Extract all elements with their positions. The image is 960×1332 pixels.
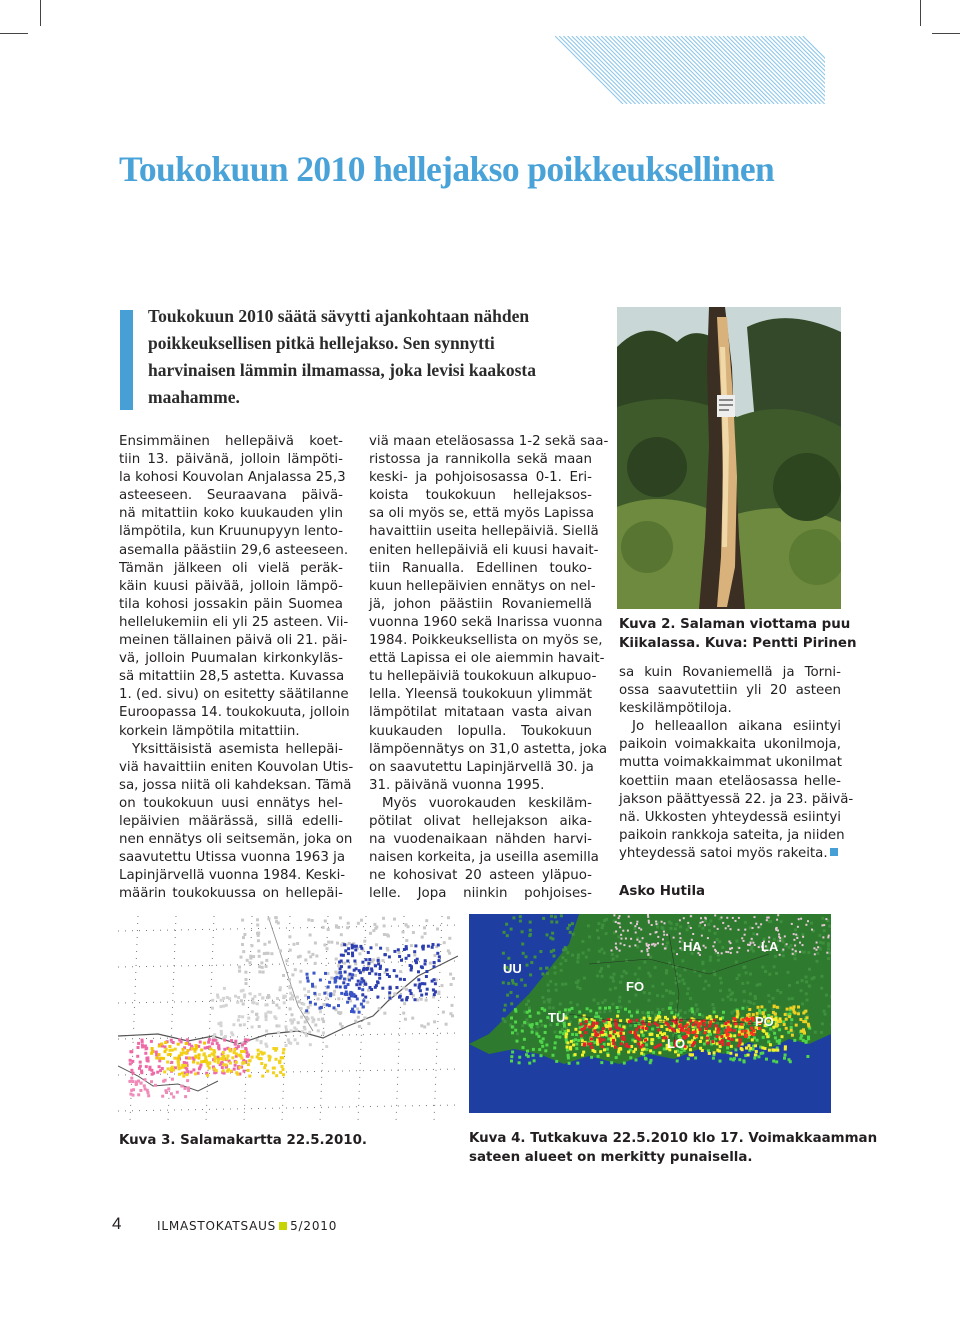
crop-mark <box>920 0 921 26</box>
text-line: sa kuin Rovaniemellä ja Torni- <box>619 665 841 680</box>
text-line: koettiin maan eteläosassa helle- <box>619 773 841 789</box>
footer-square-icon <box>279 1222 287 1230</box>
text-line: ossa saavutettiin yli 20 asteen <box>619 683 841 699</box>
publication-name: ILMASTOKATSAUS <box>157 1219 277 1233</box>
text-line: lepäivien määrässä, sillä edelli- <box>119 813 343 829</box>
text-line: paikoin voimakkaita ukonilmoja, <box>619 737 841 753</box>
text-line: Myös vuorokauden keskiläm- <box>382 795 592 811</box>
crop-mark <box>0 33 28 34</box>
text-line: lelle. Jopa niinkin pohjoises- <box>369 886 592 902</box>
page-number: 4 <box>112 1214 122 1233</box>
lead-line: poikkeuksellisen pitkä hellejakso. Sen synnytti <box>148 333 495 353</box>
radar-label: FO <box>626 979 645 994</box>
text-line: lella. Yleensä toukokuun ylimmät <box>369 687 592 703</box>
text-line: kuun hellepäivien ennätys on nel- <box>369 578 596 594</box>
author: Asko Hutila <box>619 884 706 899</box>
crop-mark <box>932 33 960 34</box>
text-line: nen ennätys oli seitsemän, joka on <box>119 832 353 848</box>
lead-line: harvinaisen lämmin ilmamassa, joka levisi kaakosta <box>148 360 536 380</box>
lead-paragraph <box>148 303 588 411</box>
text-line: keskilämpötiloja. <box>619 701 732 717</box>
text-line: nä. Ukkosten yhteydessä esiintyi <box>619 809 841 825</box>
body-column-2 <box>369 433 609 903</box>
text-line: 31. päivänä vuonna 1995. <box>369 777 545 793</box>
text-line: viä havaittiin eniten Kouvolan Utis- <box>119 759 354 775</box>
lead-line: Toukokuun 2010 säätä sävytti ajankohtaan nähden <box>148 306 530 326</box>
radar-label: UU <box>503 961 522 976</box>
text-line: ristossa ja rannikolla sekä maan <box>369 452 592 468</box>
text-line: tu hellepäiviä toukokuun alkupuo- <box>369 669 597 685</box>
text-line: on toukokuun uusi ennätys hel- <box>119 795 343 811</box>
radar-label: TU <box>548 1010 566 1025</box>
lightning-map <box>118 916 458 1122</box>
text-line: jakson päättyessä 22. ja 23. päivä- <box>619 791 854 807</box>
radar-label: LA <box>761 939 779 954</box>
text-line: tiin 13. päivänä, jolloin lämpöti- <box>119 452 343 468</box>
text-line: käin kuusi päivää, jolloin lämpö- <box>119 578 343 594</box>
text-line: korkein lämpötila mitattiin. <box>119 723 300 739</box>
text-line: lämpötilat mitataan vasta aivan <box>369 705 592 721</box>
lead-accent-bar <box>120 310 133 410</box>
tree-photo <box>617 307 841 609</box>
end-of-article-icon <box>830 848 838 856</box>
body-column-3 <box>619 664 854 863</box>
text-line: Jo helleaallon aikana esiintyi <box>632 719 841 735</box>
text-line: tiin Ranualla. Edellinen touko- <box>369 560 592 576</box>
text-line: saavutettu Utissa vuonna 1963 ja <box>119 850 346 866</box>
caption-line: Kuva 4. Tutkakuva 22.5.2010 klo 17. Voimakkaamman <box>469 1131 878 1146</box>
lightning-map-caption: Kuva 3. Salamakartta 22.5.2010. <box>119 1133 367 1148</box>
radar-label: HA <box>683 939 702 954</box>
text-line: Euroopassa 14. toukokuuta, jolloin <box>119 705 350 721</box>
text-line: havaittiin useita hellepäiviä. Siellä <box>369 524 599 540</box>
text-line: sa, jossa niitä oli kahdeksan. Tämä <box>119 777 352 793</box>
text-line: eniten hellepäiviä eli kuusi havait- <box>369 542 599 558</box>
text-line: sa oli myös se, että myös Lapissa <box>369 506 595 522</box>
text-line: paikoin rankkoja sateita, ja niiden <box>619 827 845 843</box>
text-line: pötilat olivat hellejakson aika- <box>369 813 592 829</box>
body-column-1 <box>119 433 354 903</box>
text-line: koista toukokuun hellejaksos- <box>369 488 592 504</box>
caption-line: Kuva 2. Salaman viottama puu <box>619 617 851 632</box>
text-line: Yksittäisistä asemista hellepäi- <box>132 741 343 757</box>
text-line: sä mitattiin 28,5 astetta. Kuvassa <box>119 669 345 685</box>
text-line: kuukauden lopulla. Toukokuun <box>369 723 592 739</box>
text-line-content: yhteydessä satoi myös rakeita. <box>619 845 828 861</box>
text-line: mutta voimakkaimmat ukonilmat <box>619 755 842 771</box>
text-line: viä maan eteläosassa 1-2 sekä saa- <box>369 434 609 449</box>
crop-mark <box>40 0 41 26</box>
text-line: tila kohosi jossakin päin Suomea <box>119 596 343 612</box>
text-line: vä, jolloin Puumalan kirkonkyläs- <box>119 651 343 667</box>
text-line: la kohosi Kouvolan Anjalassa 25,3 <box>119 470 346 486</box>
decorative-hatch <box>555 36 825 104</box>
photo-caption <box>619 616 857 653</box>
radar-label: PO <box>755 1014 774 1029</box>
text-line: nä mitattiin koko kuukauden ylin <box>119 506 343 522</box>
text-line: 1984. Poikkeuksellista on myös se, <box>369 633 603 649</box>
text-line: naisen korkeita, ja useilla asemilla <box>369 850 599 866</box>
text-line: Tämän jälkeen oli vielä peräk- <box>119 560 343 576</box>
text-line: lämpötila, kun Kruunupyyn lento- <box>119 524 343 540</box>
caption-line: sateen alueet on merkitty punaisella. <box>469 1150 753 1165</box>
text-line: keski- ja pohjoisosassa 0-1. Eri- <box>369 470 592 486</box>
text-line: jä, johon päästiin Rovaniemellä <box>369 596 592 612</box>
text-line: vuonna 1960 sekä Inarissa vuonna <box>369 614 603 630</box>
lead-line: maahamme. <box>148 387 240 407</box>
text-line: Lapinjärvellä vuonna 1984. Keski- <box>119 868 346 884</box>
text-line: asteeseen. Seuraavana päivä- <box>119 488 343 504</box>
text-line: määrin toukokuussa on hellepäi- <box>119 886 343 902</box>
text-line: että Lapissa ei ole aiemmin havait- <box>369 651 605 667</box>
text-line: asemalla päästiin 29,6 asteeseen. <box>119 542 349 558</box>
text-line: hellelukemiin eli yli 25 asteen. Vii- <box>119 614 349 630</box>
text-line <box>619 845 841 863</box>
text-line: Ensimmäinen hellepäivä koet- <box>119 434 343 449</box>
text-line: meinen tällainen päivä oli 21. päi- <box>119 633 348 649</box>
issue-number: 5/2010 <box>290 1219 338 1233</box>
text-line: lämpöennätys on 31,0 astetta, joka <box>369 741 608 757</box>
text-line: on saavutettu Lapinjärvellä 30. ja <box>369 759 594 775</box>
text-line: 1. (ed. sivu) on esitetty säätilanne <box>119 687 349 703</box>
radar-label: LO <box>667 1036 686 1051</box>
caption-line: Kiikalassa. Kuva: Pentti Pirinen <box>619 635 857 651</box>
radar-map-caption <box>469 1129 878 1167</box>
text-line: ne kohosivat 20 asteen yläpuo- <box>369 868 592 884</box>
radar-map <box>469 914 831 1113</box>
text-line: na vuodenaikaan nähden harvi- <box>369 832 592 848</box>
page-title: Toukokuun 2010 hellejakso poikkeuksellinen <box>119 149 775 189</box>
publication-info <box>157 1219 337 1233</box>
